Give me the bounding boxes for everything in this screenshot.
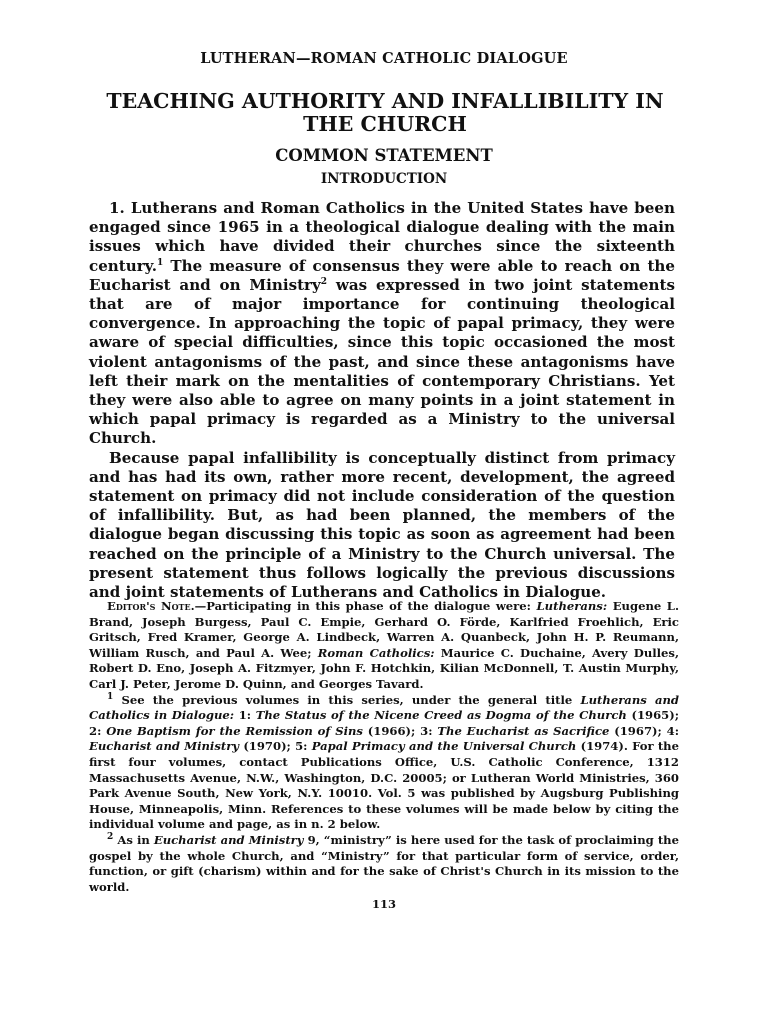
paragraph-1 [89,199,675,449]
editors-note-text: —Participating in this phase of the dialogue were: [194,599,537,613]
footnote-1-text: See the previous volumes in this series, under the general title [113,692,581,707]
lutherans-label: Lutherans: [536,599,608,613]
footnote-1-text: (1965); 2: [89,708,679,738]
footnote-2-text: As in [113,832,154,847]
body-text [89,199,675,602]
subtitle: COMMON STATEMENT [275,146,493,165]
footnote-1-volume-title: Papal Primacy and the Universal Church [311,739,577,754]
paragraph-1-text-c: was expressed in two joint statements that are of major importance for continuing theological convergence. In approaching the topic of papal primacy, they were aware of special difficulties, since this topic occasioned the most violent antagonisms of the past, and since these antagonisms have left their mark on the mentalities of contemporary Christians. Yet they were also able to agree on many points in a joint statement in which papal primacy is regarded as a Ministry to the universal Church. [89,275,675,448]
paragraph-number: 1. [109,199,125,217]
page-number: 113 [371,897,396,911]
footnote-1-text: (1967); 4: [609,723,679,738]
footnote-1-volume-title: The Status of the Nicene Creed as Dogma of the Church [255,708,627,723]
footnote-2-mark: 2 [107,832,114,843]
paragraph-1-text-a: Lutherans and Roman Catholics in the United States have been engaged since 1965 in a theological dialogue dealing with the main issues which have divided their churches since the sixteenth century. [89,199,675,275]
catholics-label: Roman Catholics: [317,645,435,660]
paragraph-1-text-b: The measure of consensus they were able to reach on the Eucharist and on Ministry [89,256,675,294]
footnote-1-text: (1966); 3: [362,723,438,738]
page-title: TEACHING AUTHORITY AND INFALLIBILITY IN THE CHURCH [106,89,664,136]
footnote-2 [89,833,679,895]
lutherans-list: Eugene L. Brand, Joseph Burgess, Paul C. Empie, Gerhard O. Förde, Karlfried Froehlich, Eric Gritsch, Fred Kramer, George A. Lindbeck, Warren A. Quanbeck, John H. P. Reumann, William Rusch, and Paul A. Wee; [89,599,680,660]
footnote-1-series-title: Lutherans and Catholics in Dialogue: [89,692,680,723]
footnote-2-volume-title: Eucharist and Ministry [153,832,304,847]
footnote-1-volume-title: One Baptism for the Remission of Sins [106,723,363,738]
footnote-ref-2: 2 [320,276,328,287]
footnote-1-mark: 1 [107,691,114,702]
footnote-1-text: 1: [234,708,256,723]
editors-note [89,599,679,693]
catholics-list: Maurice C. Duchaine, Avery Dulles, Robert D. Eno, Joseph A. Fitzmyer, John F. Hotchkin, Kilian McDonnell, T. Austin Murphy, Carl J. Peter, Jerome D. Quinn, and Georges Tavard. [89,645,679,691]
footnotes [89,599,679,895]
footnote-1 [89,693,679,833]
footnote-1-volume-title: The Eucharist as Sacrifice [437,723,610,738]
footnote-2-text: 9, “ministry” is here used for the task of proclaiming the gospel by the whole Church, and “Ministry” for that particular form of service, order, function, or gift (charism) within and for the sake of Christ's Church in its mission to the world. [89,832,679,894]
running-head: LUTHERAN—ROMAN CATHOLIC DIALOGUE [200,50,568,67]
editors-note-label: Editor's Note. [107,599,195,613]
footnote-1-volume-title: Eucharist and Ministry [89,739,240,754]
section-heading: INTRODUCTION [320,171,448,187]
footnote-ref-1: 1 [156,257,164,268]
footnote-1-text: (1974). For the first four volumes, contact Publications Office, U.S. Catholic Conference, 1312 Massachusetts Avenue, N.W., Washington, D.C. 20005; or Lutheran World Ministries, 360 Park Avenue South, New York, N.Y. 10010. Vol. 5 was published by Augsburg Publishing House, Minneapolis, Minn. References to these volumes will be made below by citing the individual volume and page, as in n. 2 below. [89,739,679,832]
footnote-1-text: (1970); 5: [239,739,312,754]
paragraph-2: Because papal infallibility is conceptually distinct from primacy and has had its own, rather more recent, development, the agreed statement on primacy did not include consideration of the question of infallibility. But, as had been planned, the members of the dialogue began discussing this topic as soon as agreement had been reached on the principle of a Ministry to the Church universal. The present statement thus follows logically the previous discussions and joint statements of Lutherans and Catholics in Dialogue. [89,448,675,602]
